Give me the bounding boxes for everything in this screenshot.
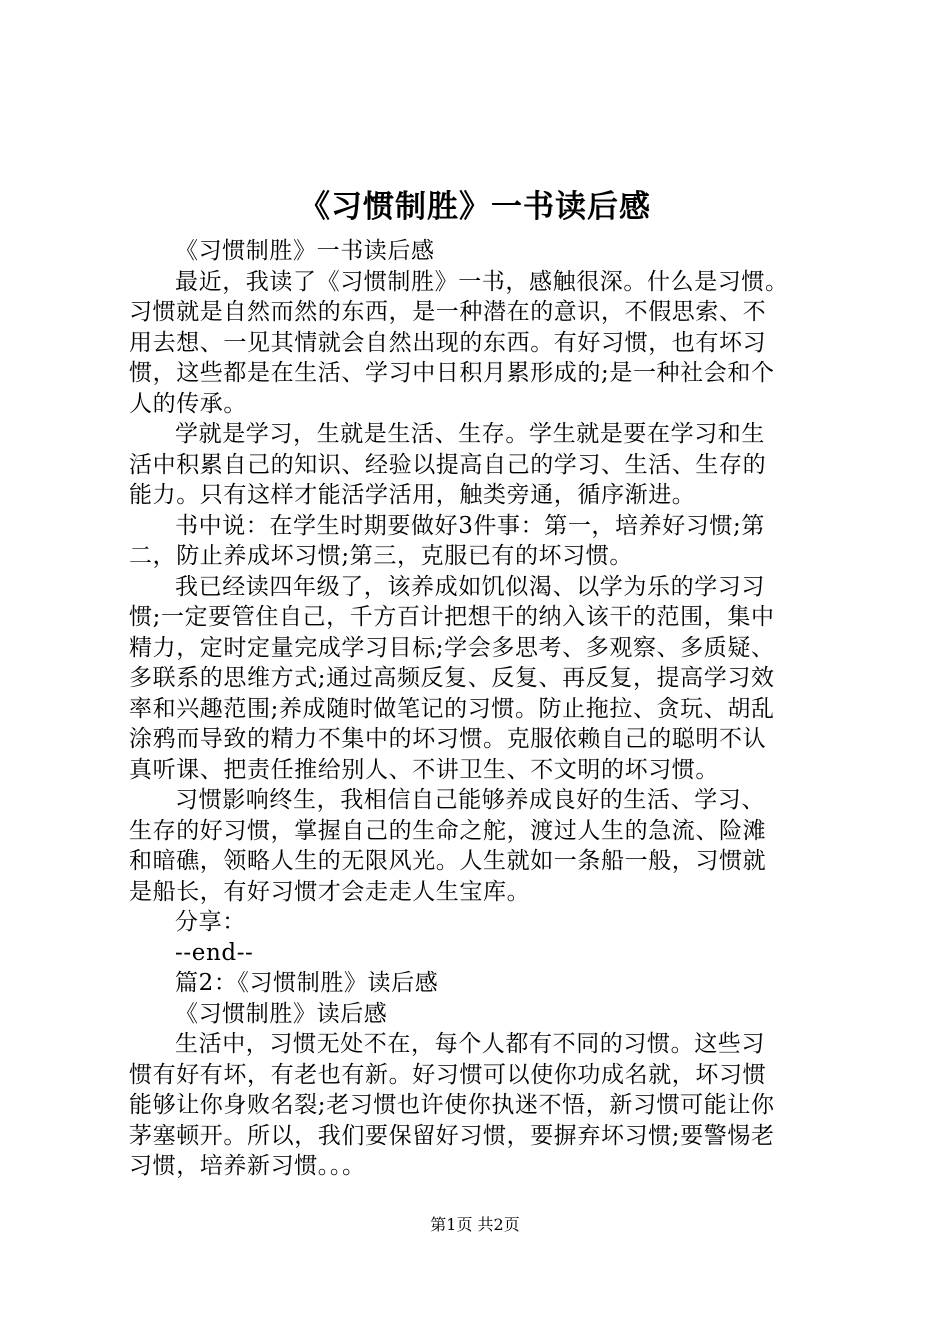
text-line: 能力。只有这样才能活学活用，触类旁通，循序渐进。 <box>129 482 696 508</box>
text-line: 习惯就是自然而然的东西，是一种潜在的意识，不假思索、不 <box>129 299 767 325</box>
text-line: 学就是学习，生就是生活、生存。学生就是要在学习和生 <box>175 421 765 447</box>
document-title: 《习惯制胜》一书读后感 <box>299 189 651 225</box>
text-line: 习惯影响终生，我相信自己能够养成良好的生活、学习、 <box>175 787 765 813</box>
text-line: --end-- <box>175 939 254 966</box>
text-line: 活中积累自己的知识、经验以提高自己的学习、生活、生存的 <box>129 451 767 478</box>
text-line: 真听课、把责任推给别人、不讲卫生、不文明的坏习惯。 <box>129 756 719 783</box>
text-line: 我已经读四年级了，该养成如饥似渴、以学为乐的学习习 <box>175 573 765 600</box>
text-line: 习惯，培养新习惯。。。 <box>129 1153 366 1179</box>
text-line: 分享： <box>175 909 246 935</box>
text-line: 用去想、一见其情就会自然出现的东西。有好习惯，也有坏习 <box>129 329 767 356</box>
text-line: 惯有好有坏，有老也有新。好习惯可以使你功成名就，坏习惯 <box>129 1061 767 1088</box>
text-line: 率和兴趣范围;养成随时做笔记的习惯。防止拖拉、贪玩、胡乱 <box>129 695 775 722</box>
text-line: 是船长，有好习惯才会走走人生宝库。 <box>129 878 531 905</box>
text-line: 《习惯制胜》读后感 <box>175 1000 388 1027</box>
text-line: 多联系的思维方式;通过高频反复、反复、再反复，提高学习效 <box>129 665 775 691</box>
page-footer: 第1页 共2页 <box>430 1215 520 1234</box>
text-line: 生活中，习惯无处不在，每个人都有不同的习惯。这些习 <box>175 1031 765 1057</box>
document-body <box>129 236 829 1182</box>
text-line: 惯;一定要管住自己，千方百计把想干的纳入该干的范围，集中 <box>129 604 775 630</box>
text-line: 和暗礁，领略人生的无限风光。人生就如一条船一般，习惯就 <box>129 848 767 874</box>
text-line: 最近，我读了《习惯制胜》一书，感触很深。什么是习惯。 <box>175 268 789 295</box>
text-line: 书中说：在学生时期要做好3件事：第一，培养好习惯;第 <box>175 512 765 539</box>
text-line: 茅塞顿开。所以，我们要保留好习惯，要摒弃坏习惯;要警惕老 <box>129 1122 775 1149</box>
text-line: 篇2：《习惯制胜》读后感 <box>175 970 439 996</box>
text-line: 惯，这些都是在生活、学习中日积月累形成的;是一种社会和个 <box>129 360 775 386</box>
text-line: 二，防止养成坏习惯;第三，克服已有的坏习惯。 <box>129 543 633 569</box>
text-line: 《习惯制胜》一书读后感 <box>175 238 435 264</box>
text-line: 涂鸦而导致的精力不集中的坏习惯。克服依赖自己的聪明不认 <box>129 726 767 752</box>
text-line: 生存的好习惯，掌握自己的生命之舵，渡过人生的急流、险滩 <box>129 817 767 844</box>
text-line: 能够让你身败名裂;老习惯也许使你执迷不悟，新习惯可能让你 <box>129 1092 775 1118</box>
text-line: 人的传承。 <box>129 390 247 417</box>
text-line: 精力，定时定量完成学习目标;学会多思考、多观察、多质疑、 <box>129 634 775 661</box>
